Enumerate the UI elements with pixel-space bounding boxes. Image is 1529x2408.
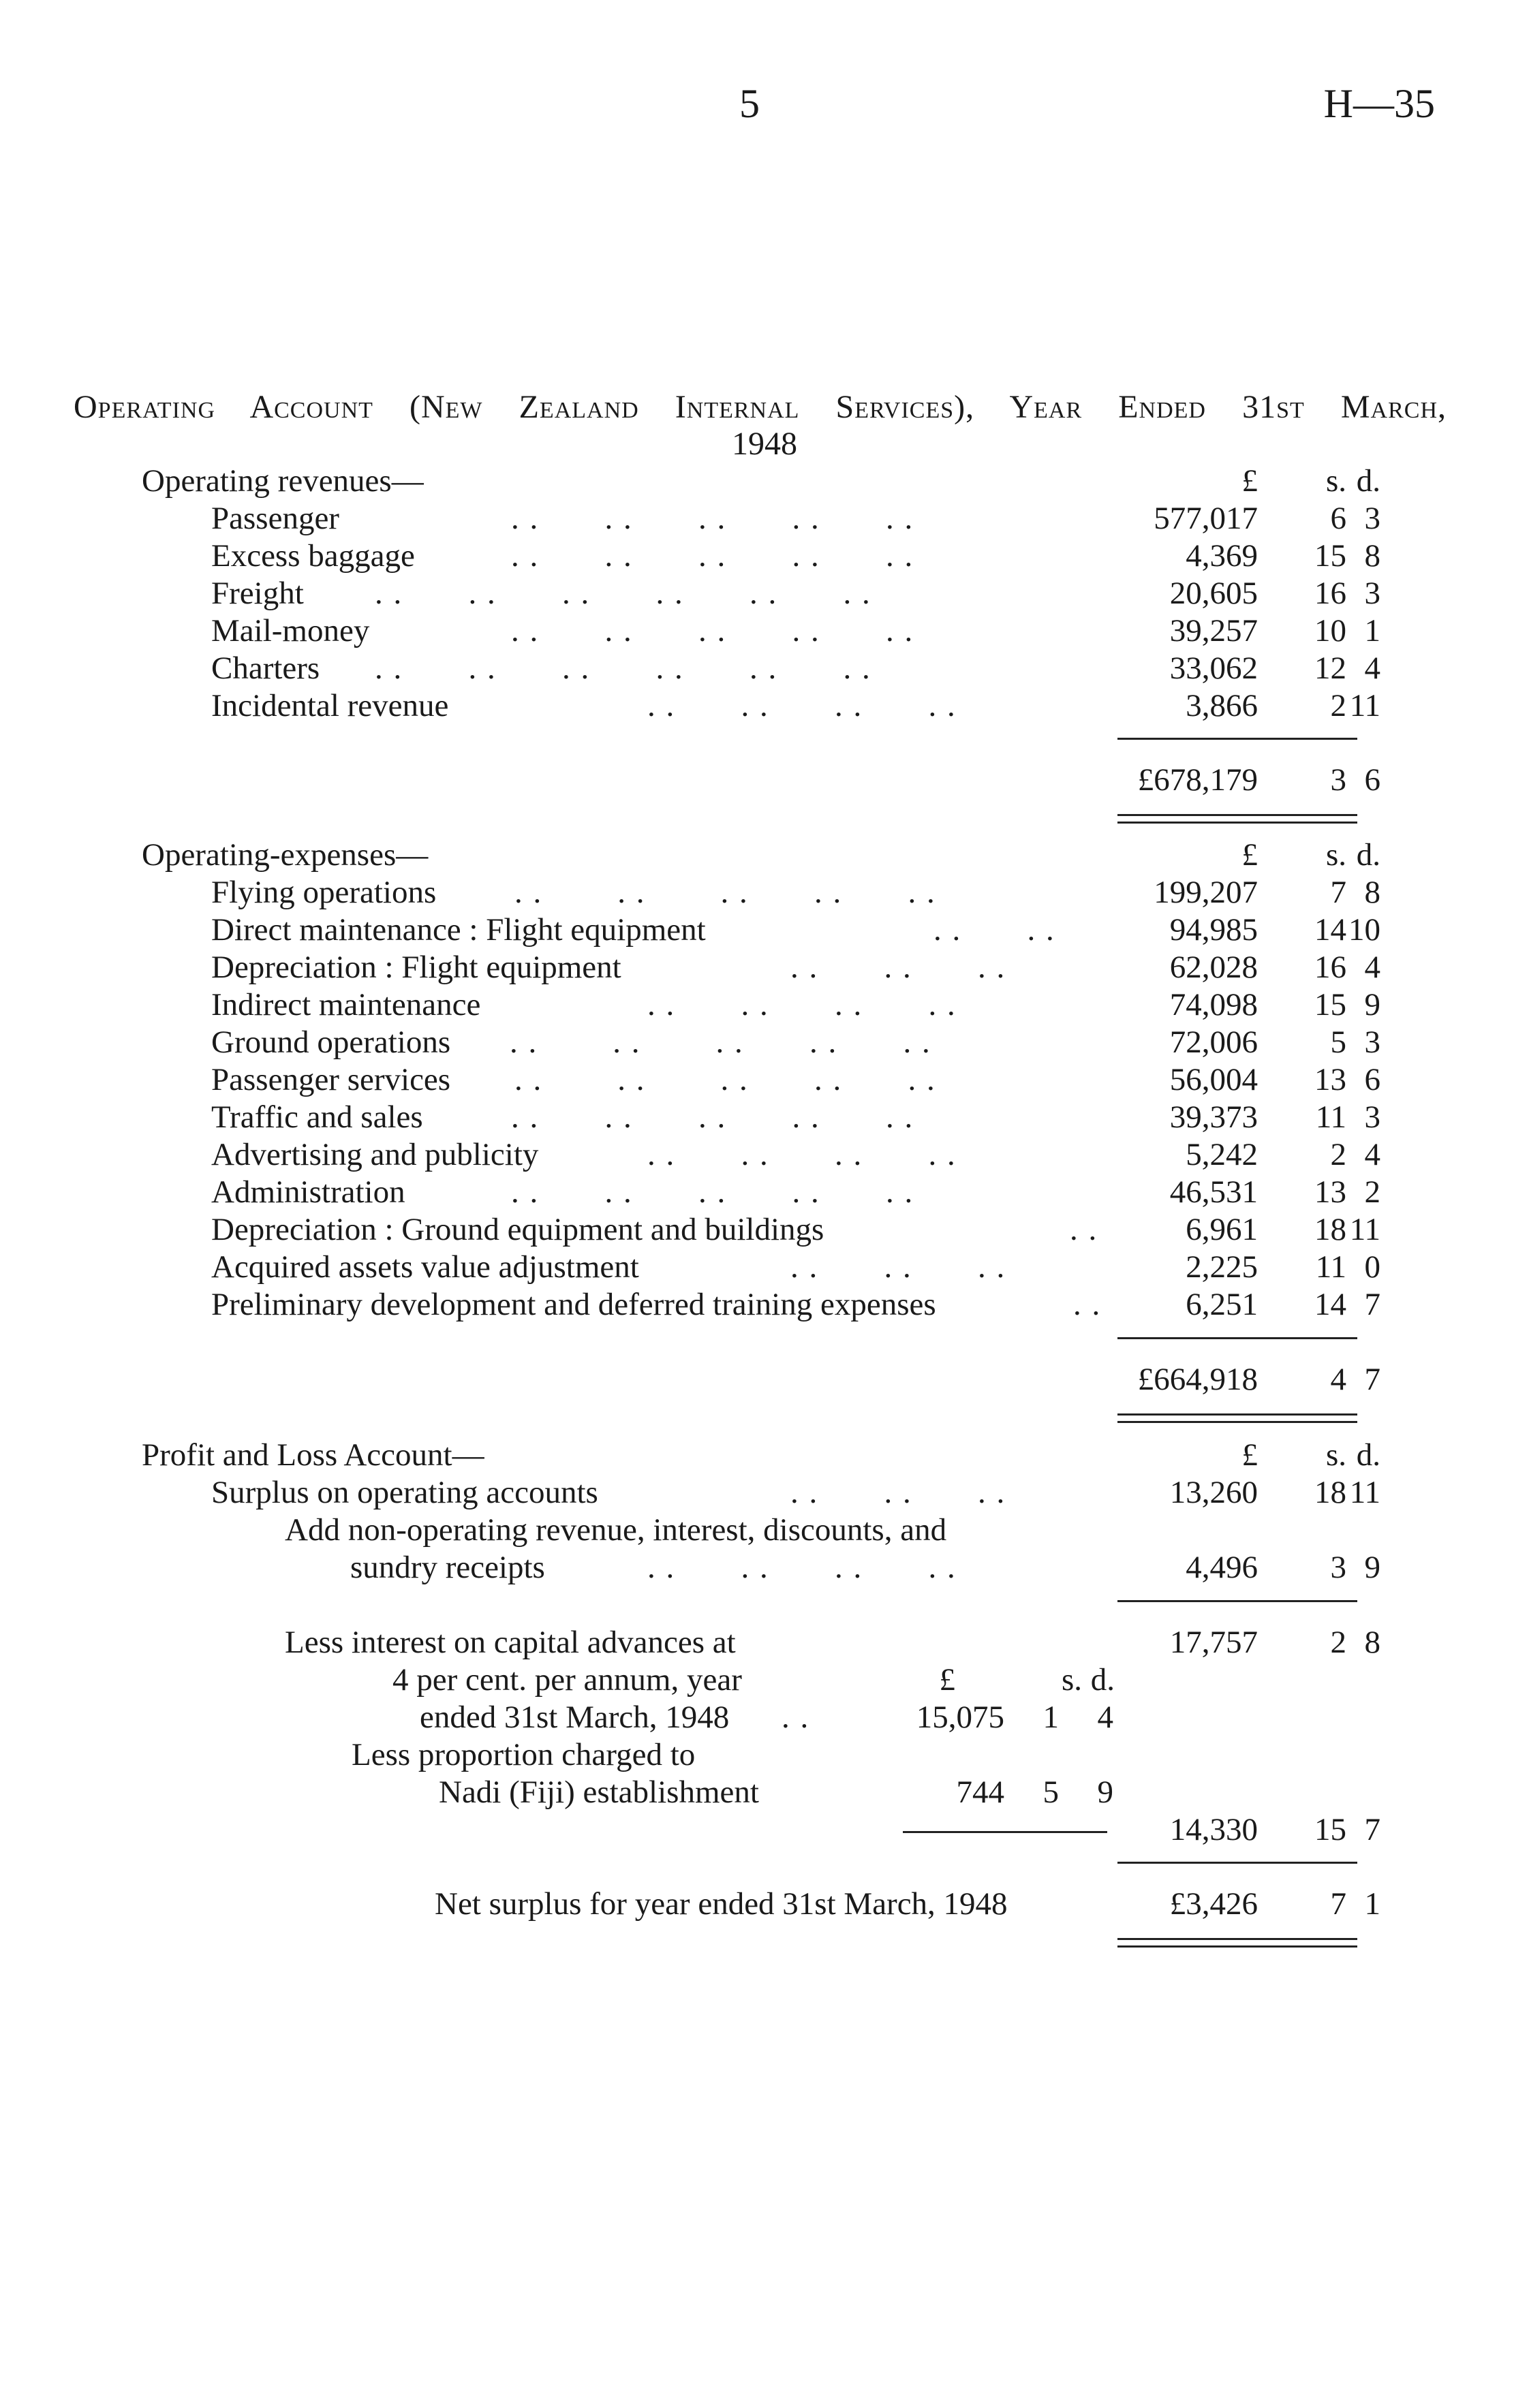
row-label: Direct maintenance : Flight equipment [211, 912, 706, 948]
pence-value: 11 [1349, 1212, 1380, 1247]
pence-subtotal: 8 [1364, 1625, 1380, 1660]
leader-dots: . . . . . . . . [647, 1137, 957, 1172]
row-label: Flying operations [211, 875, 437, 910]
inner-pence-header: d. [1090, 1662, 1115, 1698]
shillings-value: 5 [1330, 1025, 1346, 1060]
shillings-value: 7 [1330, 875, 1346, 910]
pence-value: 7 [1364, 1287, 1380, 1322]
pence-value: 3 [1364, 501, 1380, 536]
pence-value: 6 [1364, 1062, 1380, 1097]
row-label: Indirect maintenance [211, 987, 481, 1022]
pounds-value: 72,006 [1169, 1025, 1258, 1060]
leader-dots: . . . . . . . . . . . . [375, 651, 871, 686]
leader-dots: . . [1070, 1212, 1098, 1247]
shillings-value: 2 [1330, 688, 1346, 723]
inner-pounds-header: £ [939, 1662, 955, 1698]
nadi-pence: 9 [1097, 1774, 1113, 1810]
table-row [0, 499, 1529, 537]
shillings-value: 6 [1330, 501, 1346, 536]
pounds-value: 33,062 [1169, 651, 1258, 686]
row-label: Traffic and sales [211, 1099, 423, 1135]
table-row [0, 1661, 1529, 1699]
shillings-value: 15 [1314, 987, 1346, 1022]
subtotal-rule [1117, 1337, 1357, 1339]
page-reference: H—35 [1323, 81, 1435, 126]
pounds-header: £ [1241, 463, 1258, 499]
table-row [0, 537, 1529, 575]
table-row [0, 612, 1529, 650]
pence-total: 6 [1364, 762, 1380, 798]
leader-dots: . . . . . . . . . . [510, 1025, 931, 1060]
table-row [0, 1173, 1529, 1211]
pounds-total: £664,918 [1137, 1362, 1258, 1397]
pence-value: 4 [1364, 651, 1380, 686]
pence-value: 7 [1364, 1812, 1380, 1847]
less-label-line1: Less interest on capital advances at [285, 1625, 736, 1660]
table-row [0, 1698, 1529, 1736]
expenses-heading-row [0, 836, 1529, 874]
pounds-value: 46,531 [1169, 1174, 1258, 1210]
leader-dots: . . . . . . . . . . [514, 1062, 936, 1097]
pounds-value: 4,496 [1186, 1550, 1258, 1585]
pounds-value: 14,330 [1169, 1812, 1258, 1847]
less-label-line3: ended 31st March, 1948 [420, 1700, 730, 1735]
shillings-header: s. [1325, 837, 1346, 873]
row-label: Depreciation : Flight equipment [211, 950, 621, 985]
nadi-pounds: 744 [956, 1774, 1004, 1810]
subtotal-rule [1117, 1600, 1357, 1602]
table-row [0, 1511, 1529, 1549]
leader-dots: . . . . [933, 912, 1055, 948]
row-label: Excess baggage [211, 538, 415, 574]
pence-value: 0 [1364, 1249, 1380, 1285]
shillings-value: 13 [1314, 1174, 1346, 1210]
row-label: Passenger [211, 501, 339, 536]
pounds-value: 56,004 [1169, 1062, 1258, 1097]
interest-pounds: 15,075 [916, 1700, 1004, 1735]
pence-value: 10 [1348, 912, 1380, 948]
shillings-value: 12 [1314, 651, 1346, 686]
pounds-value: 94,985 [1169, 912, 1258, 948]
row-label: Acquired assets value adjustment [211, 1249, 639, 1285]
page-title: Operating Account (New Zealand Internal Services), Year Ended 31st March, [74, 389, 1447, 425]
shillings-value: 11 [1315, 1249, 1346, 1285]
leader-dots: . . . . . . . . . . [514, 875, 936, 910]
pence-value: 1 [1364, 613, 1380, 648]
surplus-label: Surplus on operating accounts [211, 1475, 598, 1510]
profit-loss-heading-row [0, 1436, 1529, 1474]
row-label: Passenger services [211, 1062, 451, 1097]
shillings-value: 14 [1314, 912, 1346, 948]
table-row [0, 1548, 1529, 1586]
pounds-value: 62,028 [1169, 950, 1258, 985]
shillings-value: 15 [1314, 538, 1346, 574]
pence-total: 1 [1364, 1886, 1380, 1922]
leader-dots: . . . . . . . . . . [511, 1174, 914, 1210]
pence-value: 9 [1364, 987, 1380, 1022]
pounds-value: 6,961 [1186, 1212, 1258, 1247]
pounds-value: 5,242 [1186, 1137, 1258, 1172]
pounds-value: 6,251 [1186, 1287, 1258, 1322]
interest-shillings: 1 [1042, 1700, 1059, 1735]
pence-header: d. [1356, 837, 1380, 873]
table-row [0, 1210, 1529, 1249]
subtotal-rule [1117, 1862, 1357, 1864]
page-number: 5 [739, 81, 760, 126]
total-double-rule [1117, 1413, 1357, 1423]
pounds-value: 577,017 [1154, 501, 1258, 536]
table-row [0, 1736, 1529, 1774]
table-row [0, 986, 1529, 1024]
nadi-shillings: 5 [1042, 1774, 1059, 1810]
pounds-value: 13,260 [1169, 1475, 1258, 1510]
less-label-line2: 4 per cent. per annum, year [392, 1662, 742, 1698]
shillings-subtotal: 2 [1330, 1625, 1346, 1660]
shillings-value: 16 [1314, 576, 1346, 611]
shillings-value: 11 [1315, 1099, 1346, 1135]
total-double-rule [1117, 814, 1357, 824]
revenues-total-row [0, 761, 1529, 799]
pounds-value: 199,207 [1154, 875, 1258, 910]
pence-value: 8 [1364, 875, 1380, 910]
table-row [0, 1285, 1529, 1324]
pence-value: 3 [1364, 576, 1380, 611]
leader-dots: . . [1073, 1287, 1102, 1322]
pounds-total: £678,179 [1137, 762, 1258, 798]
shillings-header: s. [1325, 463, 1346, 499]
table-row [0, 1473, 1529, 1512]
add-label-line2: sundry receipts [350, 1550, 545, 1585]
table-row [0, 574, 1529, 612]
leader-dots: . . . . . . . . . . [511, 1099, 914, 1135]
leader-dots: . . . . . . [790, 1249, 1006, 1285]
leader-dots: . . . . . . . . [647, 688, 957, 723]
pence-value: 11 [1349, 1475, 1380, 1510]
shillings-total: 7 [1330, 1886, 1346, 1922]
table-row [0, 1623, 1529, 1661]
table-row [0, 649, 1529, 687]
row-label: Preliminary development and deferred training expenses [211, 1287, 936, 1322]
pence-total: 7 [1364, 1362, 1380, 1397]
shillings-total: 3 [1330, 762, 1346, 798]
table-row [0, 1061, 1529, 1099]
pounds-total: £3,426 [1169, 1886, 1258, 1922]
page-title-year: 1948 [732, 426, 797, 462]
subtotal-rule [1117, 738, 1357, 740]
pence-value: 3 [1364, 1099, 1380, 1135]
pounds-value: 4,369 [1186, 538, 1258, 574]
net-surplus-row [0, 1885, 1529, 1923]
row-label: Incidental revenue [211, 688, 449, 723]
shillings-value: 14 [1314, 1287, 1346, 1322]
row-label: Ground operations [211, 1025, 451, 1060]
pounds-value: 39,257 [1169, 613, 1258, 648]
table-row [0, 1023, 1529, 1061]
pounds-value: 39,373 [1169, 1099, 1258, 1135]
less2-label-line2: Nadi (Fiji) establishment [439, 1774, 759, 1810]
shillings-value: 3 [1330, 1550, 1346, 1585]
pence-header: d. [1356, 1437, 1380, 1473]
pence-value: 4 [1364, 1137, 1380, 1172]
pence-value: 4 [1364, 950, 1380, 985]
table-row [0, 1248, 1529, 1286]
shillings-total: 4 [1330, 1362, 1346, 1397]
shillings-value: 18 [1314, 1475, 1346, 1510]
pounds-header: £ [1241, 837, 1258, 873]
pounds-value: 74,098 [1169, 987, 1258, 1022]
expenses-total-row [0, 1360, 1529, 1398]
leader-dots: . . . . . . . . . . [511, 538, 914, 574]
shillings-header: s. [1325, 1437, 1346, 1473]
shillings-value: 15 [1314, 1812, 1346, 1847]
table-row [0, 687, 1529, 725]
table-row [0, 911, 1529, 949]
row-label: Mail-money [211, 613, 370, 648]
table-row [0, 873, 1529, 911]
table-row [0, 1773, 1529, 1811]
expenses-heading: Operating-expenses— [142, 837, 429, 873]
leader-dots: . . . . . . . . . . [511, 613, 914, 648]
pounds-value: 3,866 [1186, 688, 1258, 723]
pounds-header: £ [1241, 1437, 1258, 1473]
table-row [0, 948, 1529, 986]
pence-value: 2 [1364, 1174, 1380, 1210]
pounds-value: 20,605 [1169, 576, 1258, 611]
profit-loss-heading: Profit and Loss Account— [142, 1437, 484, 1473]
leader-dots: . . [782, 1700, 810, 1735]
pence-value: 9 [1364, 1550, 1380, 1585]
leader-dots: . . . . . . [790, 950, 1006, 985]
revenues-heading-row [0, 462, 1529, 500]
row-label: Depreciation : Ground equipment and buildings [211, 1212, 824, 1247]
net-surplus-label: Net surplus for year ended 31st March, 1948 [435, 1886, 1008, 1922]
pounds-value: 2,225 [1186, 1249, 1258, 1285]
leader-dots: . . . . . . . . . . [511, 501, 914, 536]
leader-dots: . . . . . . . . [647, 1550, 957, 1585]
leader-dots: . . . . . . [790, 1475, 1006, 1510]
shillings-value: 13 [1314, 1062, 1346, 1097]
inner-shillings-header: s. [1061, 1662, 1082, 1698]
shillings-value: 2 [1330, 1137, 1346, 1172]
shillings-value: 18 [1314, 1212, 1346, 1247]
pence-value: 3 [1364, 1025, 1380, 1060]
pence-header: d. [1356, 463, 1380, 499]
pence-value: 11 [1349, 688, 1380, 723]
row-label: Freight [211, 576, 304, 611]
leader-dots: . . . . . . . . . . . . [375, 576, 871, 611]
interest-pence: 4 [1097, 1700, 1113, 1735]
pence-value: 8 [1364, 538, 1380, 574]
pounds-subtotal: 17,757 [1169, 1625, 1258, 1660]
add-label-line1: Add non-operating revenue, interest, discounts, and [285, 1512, 947, 1548]
row-label: Administration [211, 1174, 405, 1210]
total-double-rule [1117, 1938, 1357, 1948]
table-row [0, 1811, 1529, 1849]
shillings-value: 10 [1314, 613, 1346, 648]
table-row [0, 1136, 1529, 1174]
table-row [0, 1098, 1529, 1136]
leader-dots: . . . . . . . . [647, 987, 957, 1022]
shillings-value: 16 [1314, 950, 1346, 985]
row-label: Advertising and publicity [211, 1137, 539, 1172]
less2-label-line1: Less proportion charged to [352, 1737, 696, 1772]
row-label: Charters [211, 651, 320, 686]
revenues-heading: Operating revenues— [142, 463, 424, 499]
